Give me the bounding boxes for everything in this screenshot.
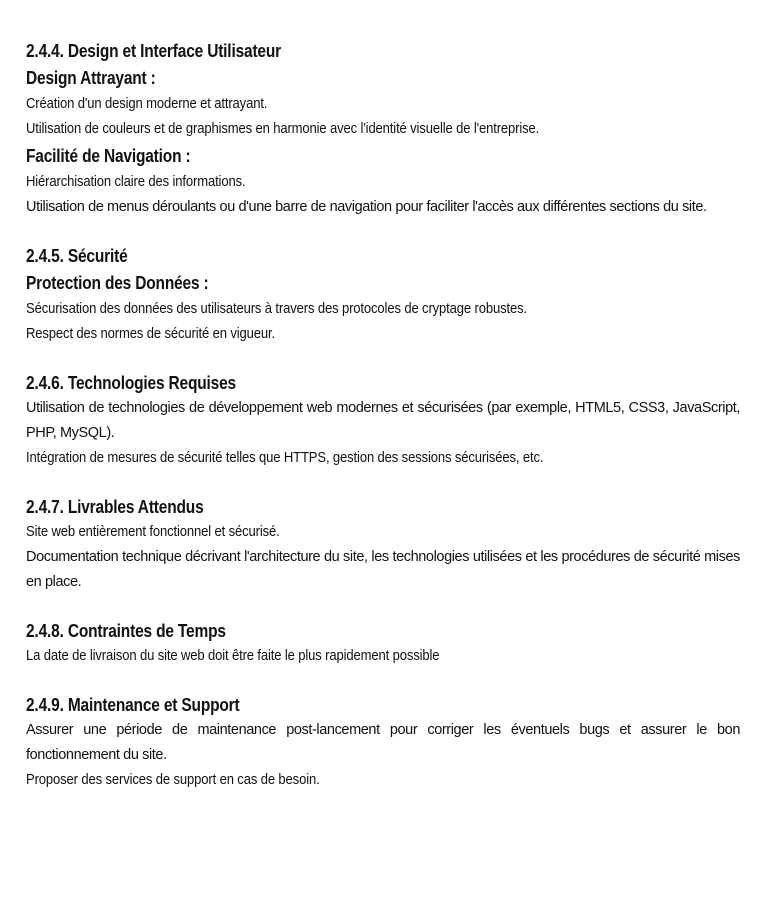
section-title: 2.4.9. Maintenance et Support: [26, 695, 240, 715]
paragraph: Assurer une période de maintenance post-lancement pour corriger les éventuels bugs et assurer le bon fonctionnement du site.: [26, 722, 740, 763]
subsection-title: Facilité de Navigation :: [26, 146, 191, 166]
subsection-title: Protection des Données :: [26, 273, 209, 293]
paragraph: Création d'un design moderne et attrayant.: [26, 96, 268, 112]
paragraph: La date de livraison du site web doit être faite le plus rapidement possible: [26, 648, 440, 664]
section-securite: [26, 243, 741, 347]
section-title: 2.4.8. Contraintes de Temps: [26, 621, 226, 641]
paragraph: Documentation technique décrivant l'architecture du site, les technologies utilisées et les procédures de sécurité mises en place.: [26, 549, 740, 590]
paragraph: Sécurisation des données des utilisateurs à travers des protocoles de cryptage robustes.: [26, 301, 527, 317]
section-title: 2.4.7. Livrables Attendus: [26, 497, 204, 517]
paragraph: Respect des normes de sécurité en vigueur.: [26, 326, 275, 342]
section-contraintes: [26, 618, 741, 669]
section-livrables: [26, 494, 741, 595]
section-title: 2.4.5. Sécurité: [26, 246, 128, 266]
section-title: 2.4.4. Design et Interface Utilisateur: [26, 41, 282, 61]
section-design-interface: [26, 38, 741, 220]
section-maintenance: [26, 692, 741, 793]
paragraph: Utilisation de couleurs et de graphismes en harmonie avec l'identité visuelle de l'entreprise.: [26, 121, 540, 137]
paragraph: Intégration de mesures de sécurité telles que HTTPS, gestion des sessions sécurisées, etc.: [26, 450, 544, 466]
section-title: 2.4.6. Technologies Requises: [26, 373, 236, 393]
paragraph: Hiérarchisation claire des informations.: [26, 174, 246, 190]
paragraph: Site web entièrement fonctionnel et sécurisé.: [26, 524, 280, 540]
paragraph: Utilisation de technologies de développement web modernes et sécurisées (par exemple, HTML5, CSS3, JavaScript, PHP, MySQL).: [26, 400, 740, 441]
paragraph: Utilisation de menus déroulants ou d'une barre de navigation pour faciliter l'accès aux différentes sections du site.: [26, 199, 707, 215]
paragraph: Proposer des services de support en cas de besoin.: [26, 772, 320, 788]
subsection-title: Design Attrayant :: [26, 68, 156, 88]
section-technologies: [26, 370, 741, 471]
